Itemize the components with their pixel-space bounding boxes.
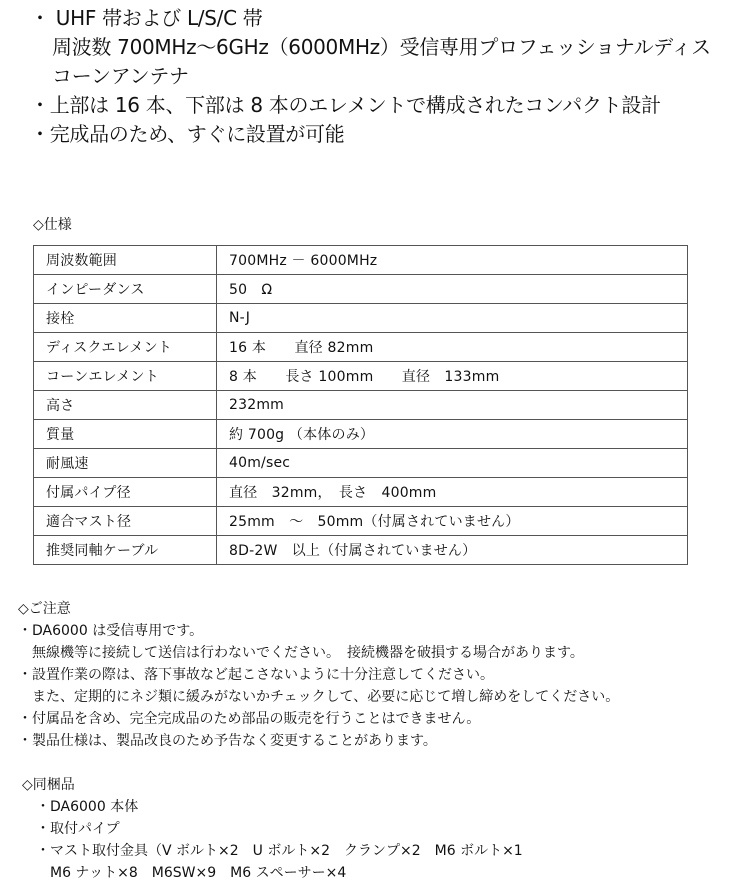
notes-heading: ◇ご注意	[18, 601, 71, 617]
spec-key: 耐風速	[34, 449, 217, 478]
spec-value: 700MHz － 6000MHz	[217, 246, 688, 275]
contents-line: ・マスト取付金具（V ボルト×2 U ボルト×2 クランプ×2 M6 ボルト×1	[22, 843, 523, 859]
feature-list	[30, 4, 745, 149]
spec-key: 周波数範囲	[34, 246, 217, 275]
table-row	[34, 507, 688, 536]
spec-key: 適合マスト径	[34, 507, 217, 536]
contents-heading: ◇同梱品	[22, 777, 75, 793]
notes-section	[18, 598, 619, 752]
spec-key: 質量	[34, 420, 217, 449]
feature-line: 周波数 700MHz～6GHz（6000MHz）受信専用プロフェッショナルディス	[52, 35, 711, 59]
spec-table	[33, 245, 688, 565]
feature-line: ・ UHF 帯および L/S/C 帯	[30, 6, 263, 30]
package-contents-section	[22, 774, 523, 884]
spec-key: インピーダンス	[34, 275, 217, 304]
table-row	[34, 304, 688, 333]
spec-key: 付属パイプ径	[34, 478, 217, 507]
spec-heading: ◇仕様	[33, 217, 72, 233]
spec-key: 推奨同軸ケーブル	[34, 536, 217, 565]
spec-value: 25mm ～ 50mm（付属されていません）	[217, 507, 688, 536]
note-line: 無線機等に接続して送信は行わないでください。 接続機器を破損する場合があります。	[18, 645, 584, 661]
note-line: ・製品仕様は、製品改良のため予告なく変更することがあります。	[18, 733, 437, 749]
spec-key: ディスクエレメント	[34, 333, 217, 362]
table-row	[34, 246, 688, 275]
note-line: また、定期的にネジ類に緩みがないかチェックして、必要に応じて増し締めをしてください。	[18, 689, 620, 705]
table-row	[34, 362, 688, 391]
note-line: ・DA6000 は受信専用です。	[18, 623, 204, 639]
spec-value: 40m/sec	[217, 449, 688, 478]
spec-value: 直径 32mm， 長さ 400mm	[217, 478, 688, 507]
table-row	[34, 536, 688, 565]
spec-key: 接栓	[34, 304, 217, 333]
table-row	[34, 420, 688, 449]
table-row	[34, 449, 688, 478]
spec-key: コーンエレメント	[34, 362, 217, 391]
feature-line: ・上部は 16 本、下部は 8 本のエレメントで構成されたコンパクト設計	[30, 93, 661, 117]
feature-line: ・完成品のため、すぐに設置が可能	[30, 122, 345, 146]
spec-value: 8D-2W 以上（付属されていません）	[217, 536, 688, 565]
table-row	[34, 478, 688, 507]
spec-value: 約 700g （本体のみ）	[217, 420, 688, 449]
spec-key: 高さ	[34, 391, 217, 420]
spec-value: 16 本 直径 82mm	[217, 333, 688, 362]
note-line: ・付属品を含め、完全完成品のため部品の販売を行うことはできません。	[18, 711, 481, 727]
note-line: ・設置作業の際は、落下事故など起こさないように十分注意してください。	[18, 667, 494, 683]
spec-value: N-J	[217, 304, 688, 333]
spec-value: 8 本 長さ 100mm 直径 133mm	[217, 362, 688, 391]
table-row	[34, 391, 688, 420]
feature-line: コーンアンテナ	[52, 64, 189, 88]
contents-line: ・取付パイプ	[22, 821, 120, 837]
spec-value: 50 Ω	[217, 275, 688, 304]
table-row	[34, 275, 688, 304]
contents-line: ・DA6000 本体	[22, 799, 139, 815]
contents-line: M6 ナット×8 M6SW×9 M6 スペーサー×4	[22, 865, 347, 881]
spec-value: 232mm	[217, 391, 688, 420]
table-row	[34, 333, 688, 362]
